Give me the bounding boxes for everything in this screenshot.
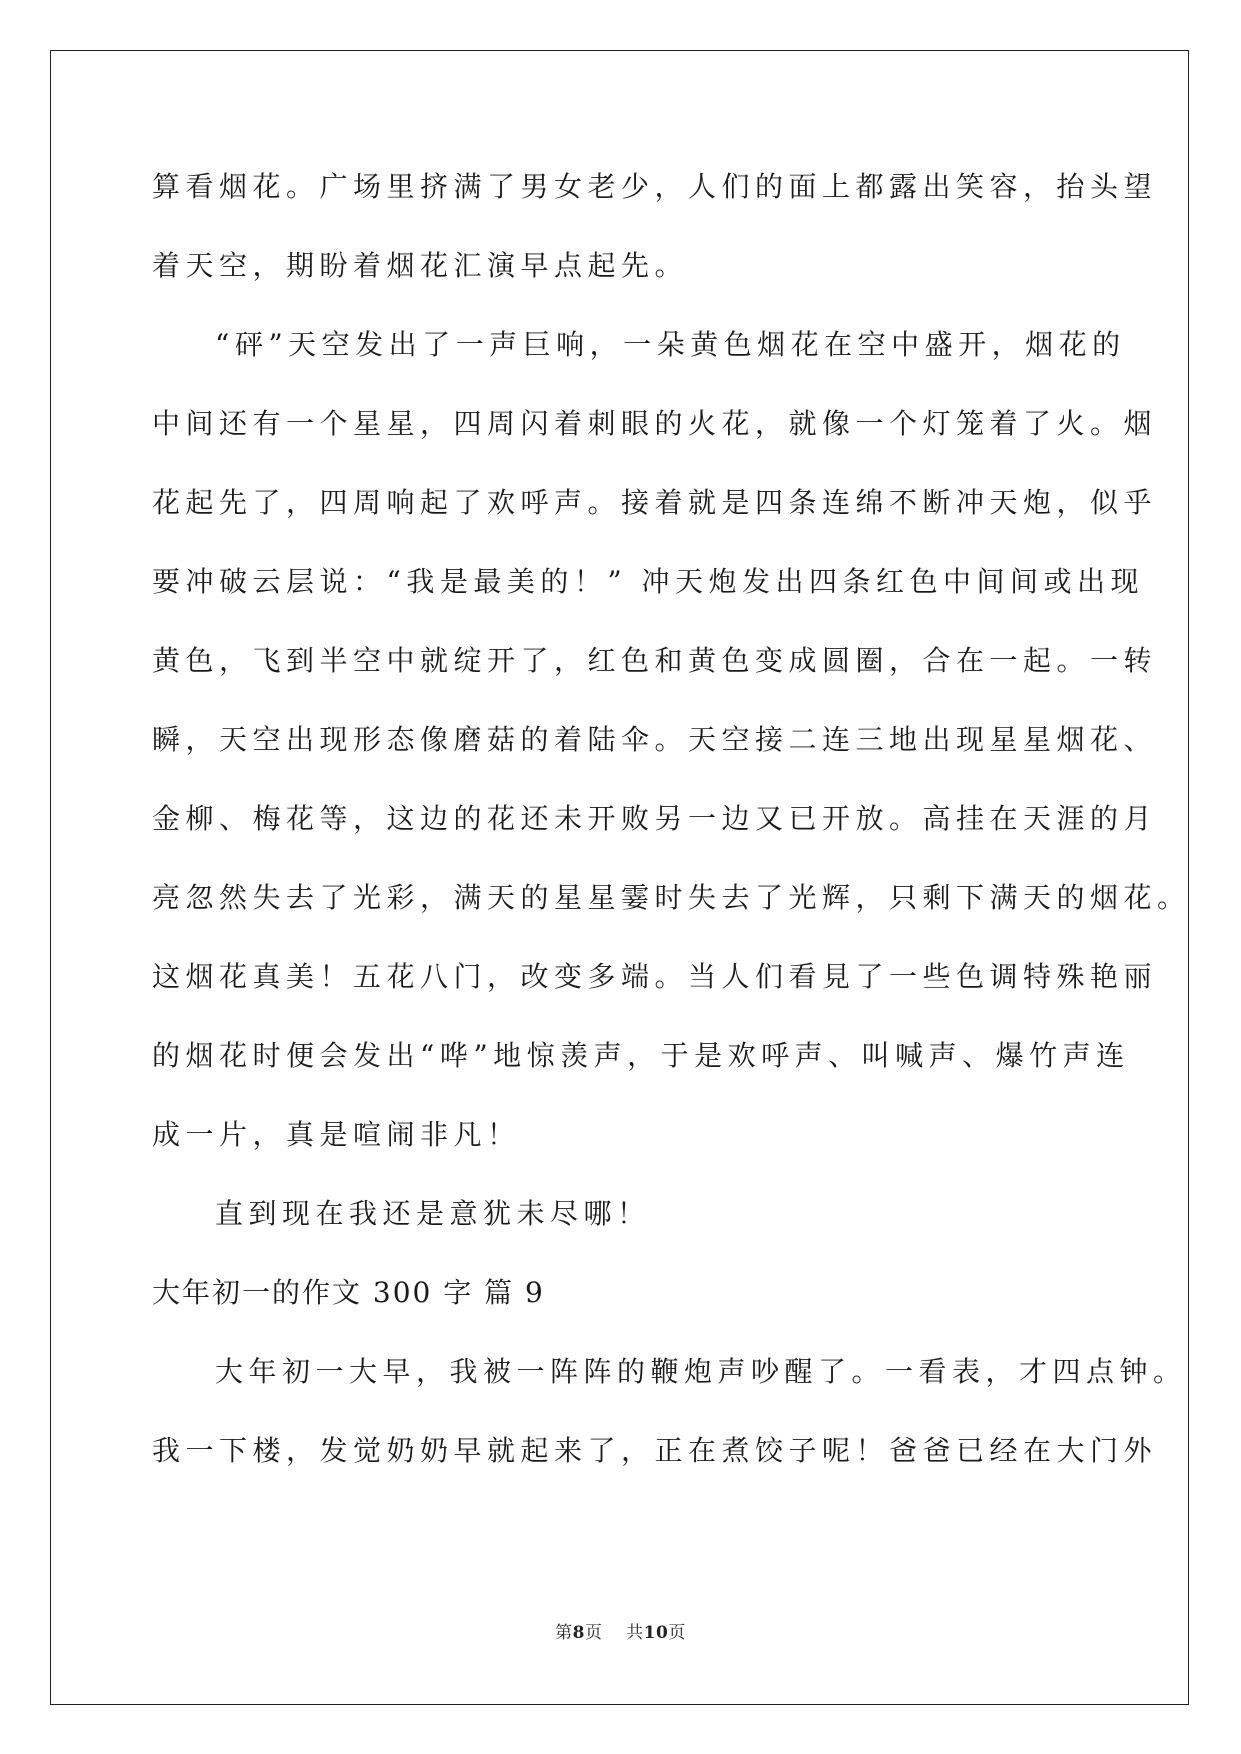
text-line: 着天空，期盼着烟花汇演早点起先。 — [152, 249, 689, 282]
text-line: 金柳、梅花等，这边的花还未开败另一边又已开放。高挂在天涯的月 — [152, 802, 1158, 835]
text-line: 黄色，飞到半空中就绽开了，红色和黄色变成圆圈，合在一起。一转 — [152, 644, 1158, 677]
text-line: 的烟花时便会发出“哗”地惊羡声，于是欢呼声、叫喊声、爆竹声连 — [152, 1039, 1130, 1072]
text-line: 成一片，真是喧闹非凡！ — [152, 1118, 521, 1151]
text-line: 直到现在我还是意犹未尽哪！ — [215, 1197, 651, 1230]
footer-total-prefix: 共 — [626, 1623, 644, 1643]
footer-total-unit: 页 — [668, 1623, 686, 1643]
footer-page-number: 8 — [572, 1623, 586, 1643]
text-line: 花起先了，四周响起了欢呼声。接着就是四条连绵不断冲天炮，似乎 — [152, 486, 1158, 519]
text-line: 这烟花真美！五花八门，改变多端。当人们看見了一些色调特殊艳丽 — [152, 960, 1158, 993]
footer-page-unit: 页 — [585, 1623, 603, 1643]
text-line: 瞬，天空出现形态像磨菇的着陆伞。天空接二连三地出现星星烟花、 — [152, 723, 1158, 756]
footer-prefix: 第 — [555, 1623, 573, 1643]
document-body — [152, 160, 1191, 1503]
text-line: “砰”天空发出了一声巨响，一朵黄色烟花在空中盛开，烟花的 — [215, 328, 1126, 361]
footer-total-pages: 10 — [643, 1623, 669, 1643]
text-line: 我一下楼，发觉奶奶早就起来了，正在煮饺子呢！爸爸已经在大门外 — [152, 1434, 1158, 1467]
text-line: 大年初一大早，我被一阵阵的鞭炮声吵醒了。一看表，才四点钟。 — [215, 1355, 1187, 1388]
text-line: 中间还有一个星星，四周闪着刺眼的火花，就像一个灯笼着了火。烟 — [152, 407, 1158, 440]
text-line: 要冲破云层说：“我是最美的！” 冲天炮发出四条红色中间间或出现 — [152, 565, 1145, 598]
section-heading: 大年初一的作文 300 字 篇 9 — [152, 1276, 545, 1309]
page-footer — [0, 1618, 1241, 1643]
text-line: 亮忽然失去了光彩，满天的星星霎时失去了光辉，只剩下满天的烟花。 — [152, 881, 1191, 914]
text-line: 算看烟花。广场里挤满了男女老少，人们的面上都露出笑容，抬头望 — [152, 170, 1158, 203]
